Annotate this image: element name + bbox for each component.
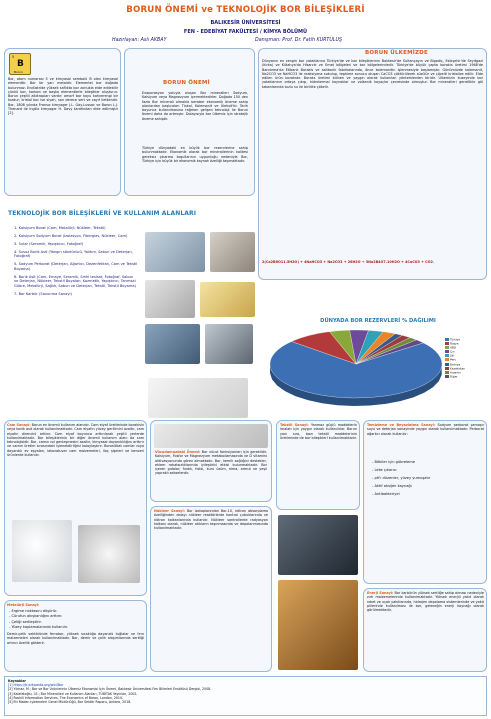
glass-body: Borun en önemli kullanım alanıdır. Cam elyaf üretiminde borakisin veya borik asit olarak kullanılmaktadır. Cam elyafın yüzey gerilimini azaltır, cam elyafın direncini arttırır. Cam elyaf boyunca arttırılarak çeşitli yerlerde kullanılmaktadır. Bor bileşiklerinin bir diğer önemli kullanım alanı da cam teknolojisidir. Bor, camın ısıl genleşmesini azaltır, kimyasal dayanıklılığını arttırır ve camın üretim sırasındaki işlenebilirliğini kolaylaştırır. Borosilikat camlar ısıya dayanıklı ev eşyaları, laboratuvar cam malzemeleri, ilaç şişeleri ve benzeri ürünlerde kullanılır. [7,423,144,458]
nuclear-box [150,506,272,672]
boron-carbide-photo [278,515,358,575]
references-heading: Kaynaklar [8,679,26,683]
metallurgy-item: - Yüzey kaplamalarında kullanılır. [9,625,68,630]
cleaning-heading: Temizleme ve Beyazlatma Sanayi: [367,423,436,427]
legend-label: Peru [450,357,457,362]
usage-item: 7. Bor Karbür (Savunma Sanayi) [14,291,72,296]
legend-label: Rusya [450,341,459,346]
boric-acid-photo [78,525,140,583]
glass-heading: Cam Sanayi: [7,423,31,427]
element-symbol: B [17,59,24,69]
legend-swatch [445,371,449,374]
metallurgy-item: - Ergime noktasını düşürür. [9,609,58,613]
nuclear-text [154,509,268,530]
legend-swatch [445,342,449,345]
minerals-text-2: Türkiye dünyadaki en büyük bor rezervlerine sahip bulunmaktadır. Ekonomik olarak bor minerallerinin kalitesi gereksiz çıkarma koşullarının uygunluğu nedeniyle Bor, Türkiye için büyük bir ekonomik kaynak özelliği taşımaktadır. [142,146,248,163]
metallurgy-heading-line [7,603,144,607]
intro-text: Bor, atom numarası 5 ve kimyasal sembolü B olan kimyasal elementtir. Bor bir yarı metaldir. Elementel bor doğada bulunmaz. Endüstride yüksek saflıkta bor zorlukla elde edilebilir çünkü bor, karbon ve başka elementlerle bileşikler oluşturur. Borun çeşitli allotropları vardır: amorf bor koyu kahverengi bir tozdur; kristal bor ise siyah, son derece sert ve zayıf iletkendir. Bor, 1808 yılında Fransız kimyager J.L. Gay-Lussac ve Baron L.J. Thenard ile İngiliz kimyager H. Davy tarafından elde edilmiştir [2]. [8,77,118,116]
metallurgy-item: - Çeliği sertleştirir. [9,619,42,624]
energy-body: Bor karbürün yüksek sertliğe sahip olması nedeniyle zırh malzemelerinde kullanılmaktadır. Yüksek enerjili yakıt olarak roket ve uçak yakıtlarında, hidrojen depolama sistemlerinde ve yakıt pillerinde kullanılması ile bor, geleceğin enerji kaynağı olarak görülmektedir. [367,591,485,613]
usage-item: 6. Borik Asit (Cam, Emaye, Seramik, Sıhhi tesisat, Fotoğraf, Sabun ve Deterjan, Nükleer, Tekstil Boyaları, Kozmetik, Yapıştırıcı, Tarımsal Gübre, Metalürji, Sağlık, Sabun ve Deterjan, Tekstil, Tekstil Boyama) [14,274,136,288]
metallurgy-body: Demir-çelik sektöründe ferrobor, yüksek sıcaklığa dayanıklı tuğlalar ve fırın malzemeleri olarak kullanılmaktadır. Bor, demir ve çelik alaşımlarında sertliği artırıcı özellik gösterir. [7,632,144,645]
legend-swatch [445,354,449,357]
detergent-image [200,282,255,317]
textile-heading: Tekstil Sanayi: [280,423,309,427]
legend-swatch [445,358,449,361]
cleaning-item: - pH'ı düzenler, yüzey yumuşatır [372,476,431,480]
element-name: Boron [14,70,23,74]
borax-equation: 2(Ca2B6O11.5H2O) + 4NaHCO3 + Na2CO3 + 28H2O → 3Na2B4O7.10H2O + 4CaCO3 + CO2. [262,260,435,264]
glass-text [7,423,144,457]
usage-item: 4. Susuz Borik Asit (Yangın söndürücü, Yalıtım, Sabun ve Deterjan, Fotoğraf) [14,250,133,259]
metallurgy-list [9,609,143,631]
usage-heading: TEKNOLOJİK BOR BİLEŞİKLERİ VE KULLANIM ALANLARI [8,210,197,217]
cleaning-text [367,423,484,436]
author-line [0,38,491,46]
chart-title: DÜNYADA BOR REZERVLERİ % DAĞILIMI [320,318,436,324]
chart-legend [445,338,465,379]
usage-item: 3. Sırlar (Seramik, Yapıştırıcı, Fotoğraf) [14,242,84,246]
legend-swatch [445,375,449,378]
advisor: Danışman: Prof. Dr. Fatih KURTULUŞ [255,38,343,43]
usage-item: 2. Kalsiyum Sodyum Borat (İzolasyon, Fiberglas, Nükleer, Cam) [14,234,128,238]
legend-swatch [445,350,449,353]
metallurgy-item: - Cürufun akışkanlığını arttırır. [9,614,63,619]
usage-list [14,226,138,300]
atomic-number: 5 [12,55,15,59]
rocket-photo [278,580,358,670]
metallurgy-heading: Metalürji Sanayi: [7,603,40,607]
university-name: BALIKESİR ÜNİVERSİTESİ [210,20,281,26]
legend-swatch [445,363,449,366]
poster-title: BORUN ÖNEMİ ve TEKNOLOJİK BOR BİLEŞİKLERİ [126,5,365,15]
textile-text [280,423,357,440]
legend-swatch [445,346,449,349]
cleaning-item: - Bitkiler için gübreleme [372,460,415,464]
cleaning-box [363,420,487,584]
bone-photo [154,424,268,448]
ceramic-image [145,280,195,318]
legend-label: Çin [450,349,455,354]
cleaning-item: - Aktif oksijen kaynağı [372,484,412,488]
insulation-image [210,232,255,272]
legend-label: Şili [450,353,455,358]
textile-body: Yanmaz güçlü maddelerin imalatı için yaygın olarak kullanılırlar. Borun yanı sıra, bazı tekstil maddelerinin üretiminde de bor bileşikleri kullanılmaktadır. [280,423,358,440]
reference-line: [3] Kalafatoğlu, İ.E.; Bor Mineralleri ve Kullanım Alanları, TÜBİTAK Yayınları, 2002. [8,691,138,696]
usage-item: 1. Kalsiyum Borat (Cam, Metalürji, Nükleer, Tekstil) [14,226,106,230]
cleaning-list [372,460,482,500]
steel-image [205,324,253,364]
nuclear-heading: Nükleer Sanayi: [154,509,186,513]
legend-entry [445,375,465,379]
legend-label: Türkiye [450,337,461,342]
minerals-text-1: Evaporasyon yoluyla oluşan Bor minerallerı Sodyum, Kalsiyum veya Magnezyum içermektedirler. Doğada 150 den fazla Bor minerali olmakla beraber ekonomik öneme sahip olanlardan başlıcaları Tinkal, Kolemanit ve Üleksit'tir. Tarih boyunca kullanılmasına rağmen gelişen teknoloji ile Borun önemi daha da artmıştır. Dolayısıyla bor ülkemiz için stratejik öneme sahiptir. [142,91,248,121]
cleaning-body: Sodyum perborat çamaşır suyu ve deterjan sanayinde yaygın olarak kullanılmaktadır. Perborat ağartıcı olarak kullanılır: [367,423,484,436]
history-text: Dünyanın en zengin bor yataklarına Türkiye'de ve bor bileşiklerinin Balıkesir'de Sultançayırı ve Bigadiç, Eskişehir'de Seyitgazi (Kırka) ve Kütahya'da Hisarcık ve Emet bölgeleri ve bor bölgelerindedir. Türkiye'de büyük çapta borakis üretimi 1968'de Bandırma'da Etibank Borakis ve asitborik fabrikalarında, önce kolemanitin işlenmesiyle başlamıştır. Günümüzde kolemanit, Na2CO3 ve NaHCO3 ile reaksiyona sokulup, tepkime sonucu oluşan CaCO3 çöktürülerek süzülür ve çözelti kristalize edilir. Elde edilen ürün borakstır. Boraks üretimi bilinen ve yaygın olarak kullanılan yöntemlerden biridir. Ülkemizin kuzeyinde bor yataklarının ortaya çıkışı, hidrotermal kaynaklar ve volkanik kayaçlar çevresinde olmuştur. Bor mineralleri genellikle göl tabanlarında tuzlu su ile birlikte çökelir. [262,59,483,89]
references [4,676,487,716]
borax-crystal-photo [12,520,72,582]
reference-line: [5] Eti Maden İşletmeleri Genel Müdürlüğü, Bor Sektör Raporu, Ankara, 2018. [8,700,132,705]
body-importance-text [155,450,267,476]
minerals-heading: BORUN ÖNEMİ [163,80,210,86]
nuclear-body: Bor izotoplarından Bor-10, nötron absorplama özelliğinden dolayı nükleer reaktörlerde kontrol çubuklarında ve nötron kalkanlarında kullanılır. Nükleer santrallerde radyasyon kalkanı olarak, nükleer atıkların taşınmasında ve depolanmasında kullanılmaktadır. [154,509,269,531]
faculty-name: FEN - EDEBİYAT FAKÜLTESİ / KİMYA BÖLÜMÜ [183,29,308,35]
minerals-box [124,48,255,196]
reference-line: [2] Yılmaz, M.; Bor ve Bor Ürünlerinin Ülkemiz Ekonomisi İçin Önemi, Balıkesir Üniversitesi Fen Bilimleri Enstitüsü Dergisi, 2008. [8,687,212,692]
legend-label: Arjantin [450,370,461,375]
legend-label: Kazakistan [450,366,466,371]
reference-line: [4] Roskill Information Services, The Economics of Boron, London, 2010. [8,695,123,700]
usage-item: 5. Sodyum Perborat (Deterjan, Ağartıcı, Dezenfektan, Cam ve Tekstil Boyama) [14,262,138,271]
energy-text [367,591,484,612]
cleaning-item: - Antibakteriyel [372,492,400,496]
legend-swatch [445,338,449,341]
body-importance-heading: Vücudumuzdaki Önemi: [155,450,201,454]
body-importance-body: Bor vücut fonksiyonları için gereklidir. Kalsiyum, Fosfor ve Magnezyum metabolizmasında ve D vitamini aktivasyonunda görev almaktadır. Bor, kemik sağlığını destekler, eklem rahatsızlıklarında iyileştirici etkisi bulunmaktadır. Bor içeren gıdalar; fındık, fıstık, kuru üzüm, elma, armut ve yeşil yapraklı sebzelerdir. [155,450,268,476]
legend-label: Bolivya [450,362,461,367]
boron-element-tile [9,53,31,75]
reference-line: [1] https://tr.wikipedia.org/wiki/Bor [8,683,64,688]
glass-product-image [145,232,205,272]
history-heading: BORUN ÜLKEMİZDE [365,50,428,56]
legend-swatch [445,367,449,370]
prepared-by: Hazırlayan: Aslı AKBAY [112,38,167,43]
reactor-image [145,324,200,364]
energy-heading: Enerji Sanayi: [367,591,394,595]
cleaning-item: - Leke çıkarıcı [372,468,397,472]
boron-mineral-photo [148,378,248,418]
legend-label: ABD [450,345,456,350]
legend-label: Diğer [450,374,458,379]
